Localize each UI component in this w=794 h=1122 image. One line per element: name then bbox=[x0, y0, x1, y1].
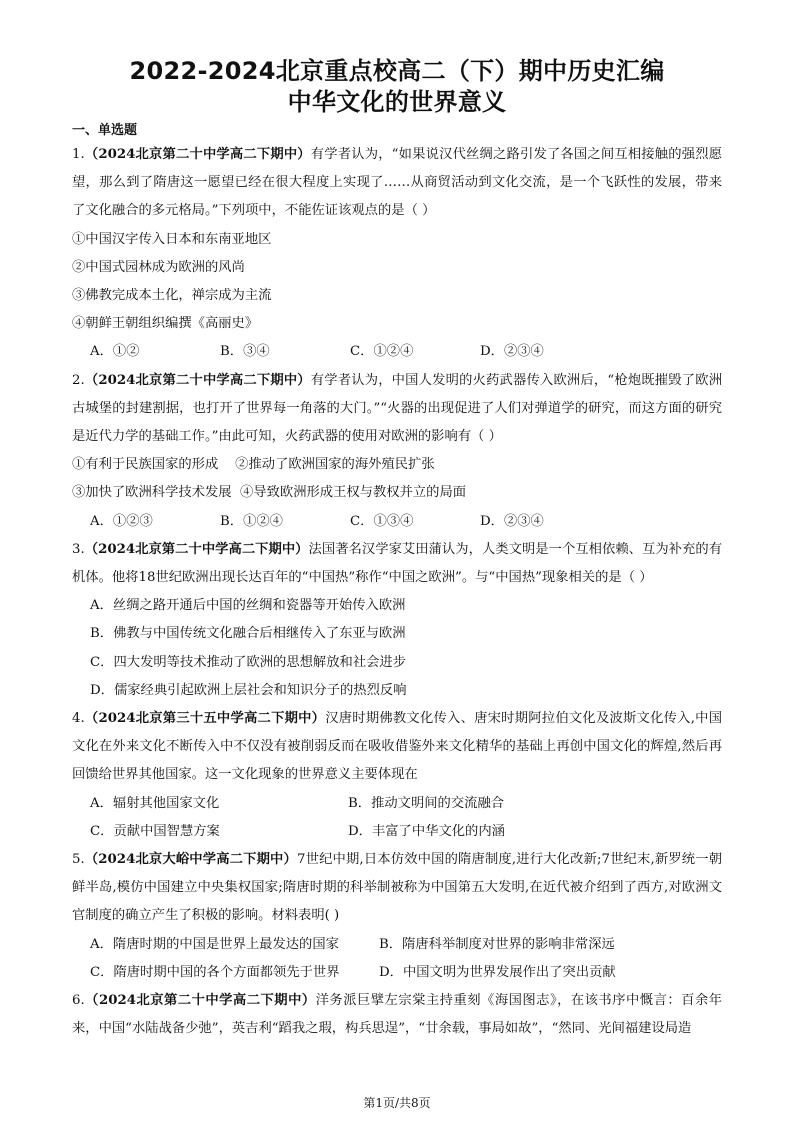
question-text: 法国著名汉学家艾田蒲认为，人类文明是一个互相依赖、互为补充的有机体。他将18世纪欧洲出现长达百年的“中国热”称作“中国之欧洲”。与“中国热”现象相关的是（ ） bbox=[72, 541, 722, 586]
page-footer: 第1页/共8页 bbox=[363, 1096, 431, 1110]
question-number: 3. bbox=[72, 541, 85, 557]
document-page bbox=[72, 56, 722, 1044]
question-stem bbox=[72, 367, 722, 452]
question-text: 汉唐时期佛教文化传入、唐宋时期阿拉伯文化及波斯文化传入,中国文化在外来文化不断传入中不仅没有被削弱反而在吸收借鉴外来文化精华的基础上再创中国文化的辉煌,然后再回馈给世界其他国家。这一文化现象的世界意义主要体现在 bbox=[72, 711, 722, 783]
answer-options bbox=[72, 508, 722, 536]
question-2 bbox=[72, 367, 722, 536]
question-item: ②中国式园林成为欧洲的风尚 bbox=[72, 259, 245, 275]
question-item: ④朝鲜王朝组织编撰《高丽史》 bbox=[72, 316, 259, 332]
option-a: A．丝绸之路开通后中国的丝绸和瓷器等开始传入欧洲 bbox=[90, 598, 406, 614]
question-source: （2024北京第二十中学高二下期中） bbox=[84, 147, 311, 162]
option-a: A．①② bbox=[90, 344, 140, 360]
question-1 bbox=[72, 141, 722, 367]
option-d: D．②③④ bbox=[480, 344, 544, 360]
question-source: （2024北京第二十中学高二下期中） bbox=[84, 372, 311, 388]
question-6 bbox=[72, 987, 722, 1043]
question-text: 洋务派巨擘左宗棠主持重刻《海国图志》，在该书序中慨言：百余年来，中国“水陆战备少弛”，英吉利“蹈我之瑕，构兵思逞”，“廿余载，事局如故”，“然同、光间福建设局造 bbox=[72, 993, 722, 1037]
option-d: D．中国文明为世界发展作出了突出贡献 bbox=[379, 964, 616, 980]
answer-options-row bbox=[72, 818, 722, 846]
answer-options-row bbox=[72, 959, 722, 987]
question-number: 1. bbox=[72, 147, 85, 162]
question-stem bbox=[72, 987, 722, 1043]
question-3 bbox=[72, 536, 722, 705]
question-source: （2024北京第三十五中学高二下期中） bbox=[84, 711, 326, 727]
document-title bbox=[72, 56, 722, 118]
question-item: ①有利于民族国家的形成 ②推动了欧洲国家的海外殖民扩张 bbox=[72, 457, 435, 473]
question-number: 4. bbox=[72, 711, 85, 727]
option-a: A．隋唐时期的中国是世界上最发达的国家 bbox=[90, 936, 339, 952]
option-a: A．辐射其他国家文化 bbox=[90, 795, 220, 811]
question-text: 7世纪中期,日本仿效中国的隋唐制度,进行大化改新;7世纪末,新罗统一朝鲜半岛,模仿中国建立中央集权国家;隋唐时期的科举制被称为中国第五大发明,在近代被介绍到了西方,对欧洲文官制度的确立产生了积极的影响。材料表明( ) bbox=[72, 852, 722, 924]
title-line-2: 中华文化的世界意义 bbox=[287, 88, 507, 116]
option-c: C．①③④ bbox=[350, 513, 414, 529]
question-item: ③加快了欧洲科学技术发展 ④导致欧洲形成王权与教权并立的局面 bbox=[72, 485, 467, 501]
option-c: C．贡献中国智慧方案 bbox=[90, 823, 220, 839]
option-b: B．隋唐科举制度对世界的影响非常深远 bbox=[379, 936, 615, 952]
answer-options bbox=[72, 338, 722, 366]
option-c: C．四大发明等技术推动了欧洲的思想解放和社会进步 bbox=[90, 654, 407, 670]
question-source: （2024北京第二十中学高二下期中） bbox=[84, 993, 316, 1009]
option-d: D．②③④ bbox=[480, 513, 544, 529]
question-item: ①中国汉字传入日本和东南亚地区 bbox=[72, 231, 272, 247]
option-d: D．儒家经典引起欧洲上层社会和知识分子的热烈反响 bbox=[90, 682, 407, 698]
question-stem bbox=[72, 705, 722, 790]
title-line-1: 2022-2024北京重点校高二（下）期中历史汇编 bbox=[129, 57, 665, 85]
option-c: C．①②④ bbox=[350, 344, 414, 360]
option-a: A．①②③ bbox=[90, 513, 153, 529]
section-heading: 一、单选题 bbox=[72, 123, 138, 138]
question-stem bbox=[72, 536, 722, 592]
option-b: B．推动文明间的交流融合 bbox=[348, 795, 505, 811]
option-c: C．隋唐时期中国的各个方面都领先于世界 bbox=[90, 964, 340, 980]
question-stem bbox=[72, 846, 722, 931]
option-b: B．①②④ bbox=[220, 513, 283, 529]
option-b: B．③④ bbox=[220, 344, 270, 360]
question-text: 有学者认为，“如果说汉代丝绸之路引发了各国之间互相接触的强烈愿望，那么到了隋唐这一愿望已经在很大程度上实现了……从商贸活动到文化交流，是一个飞跃性的发展，带来了文化融合的多元格局。”下列项中，不能佐证该观点的是（ ） bbox=[72, 147, 723, 219]
question-source: （2024北京大峪中学高二下期中） bbox=[84, 852, 297, 868]
question-number: 2. bbox=[72, 372, 85, 388]
question-stem bbox=[72, 141, 722, 226]
option-d: D．丰富了中华文化的内涵 bbox=[348, 823, 505, 839]
question-number: 5. bbox=[72, 852, 85, 868]
option-b: B．佛教与中国传统文化融合后相继传入了东亚与欧洲 bbox=[90, 626, 406, 642]
question-4 bbox=[72, 705, 722, 846]
question-source: （2024北京第二十中学高二下期中） bbox=[84, 541, 309, 557]
question-item: ③佛教完成本土化，禅宗成为主流 bbox=[72, 288, 272, 304]
answer-options-row bbox=[72, 790, 722, 818]
question-text: 有学者认为，中国人发明的火药武器传入欧洲后，“枪炮既摧毁了欧洲古城堡的封建割据，也打开了世界每一角落的大门。”“火器的出现促进了人们对弹道学的研究，而这方面的研究是近代力学的基础工作。”由此可知，火药武器的使用对欧洲的影响有（ ） bbox=[72, 372, 723, 445]
answer-options-row bbox=[72, 931, 722, 959]
question-5 bbox=[72, 846, 722, 987]
question-number: 6. bbox=[72, 993, 85, 1009]
